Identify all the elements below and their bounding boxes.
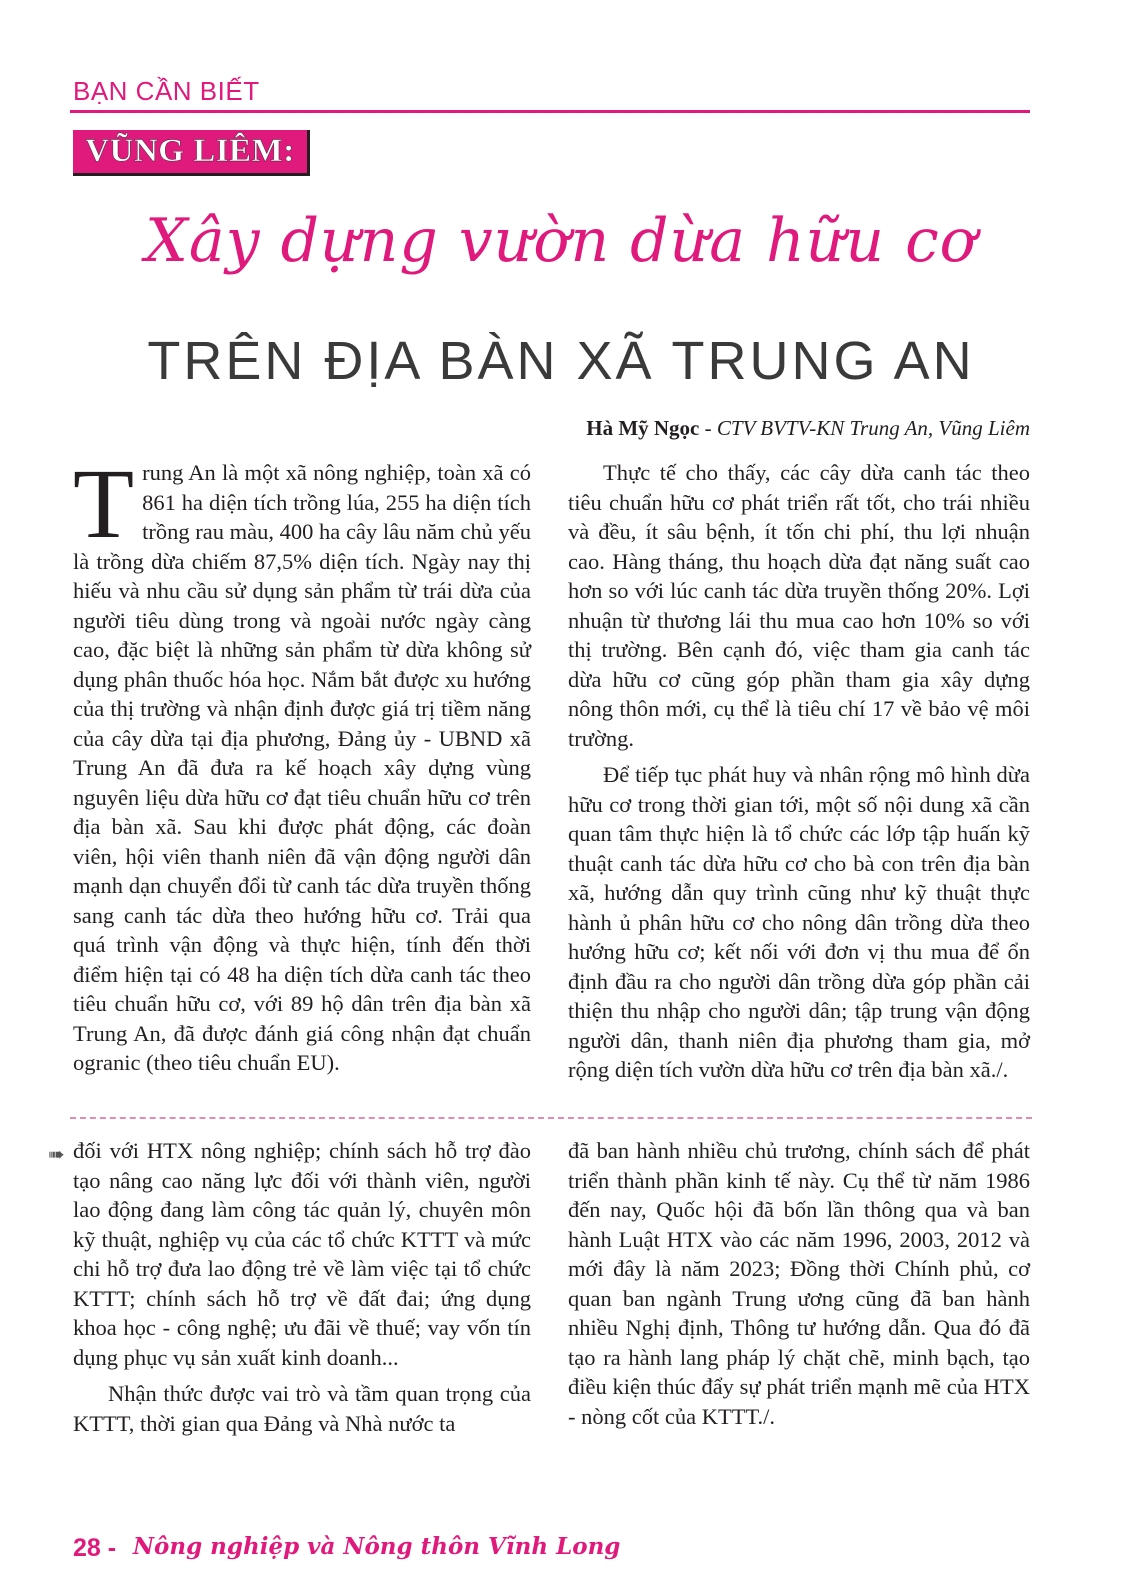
author-name: Hà Mỹ Ngọc bbox=[586, 416, 700, 440]
article-column-left bbox=[73, 448, 531, 1085]
byline bbox=[586, 416, 1030, 441]
continuation-paragraph: đối với HTX nông nghiệp; chính sách hỗ trợ đào tạo nâng cao năng lực đối với thành viên, người lao động đang làm công tác quản lý, chuyên môn kỹ thuật, nghiệp vụ của các tổ chức KTTT và mức chi hỗ trợ đưa lao động trẻ về làm việc tại tổ chức KTTT; chính sách hỗ trợ về đất đai; ứng dụng khoa học - công nghệ; ưu đãi về thuế; vay vốn tín dụng phục vụ sản xuất kinh doanh... bbox=[73, 1138, 531, 1370]
drop-cap: T bbox=[73, 448, 135, 559]
headline-script: Xây dựng vườn dừa hữu cơ bbox=[145, 206, 977, 276]
continuation-paragraph: đã ban hành nhiều chủ trương, chính sách để phát triển thành phần kinh tế này. Cụ thể từ năm 1986 đến nay, Quốc hội đã bốn lần thông qua và ban hành Luật HTX vào các năm 1996, 2003, 2012 và mới đây là năm 2023; Đồng thời Chính phủ, cơ quan ban ngành Trung ương cũng đã ban hành nhiều Nghị định, Thông tư hướng dẫn. Qua đó đã tạo ra hành lang pháp lý chặt chẽ, minh bạch, tạo điều kiện thúc đẩy sự phát triển mạnh mẽ của HTX - nòng cốt của KTTT./. bbox=[568, 1138, 1030, 1429]
location-tag-text: VŨNG LIÊM: bbox=[85, 133, 295, 169]
article-paragraph-text: rung An là một xã nông nghiệp, toàn xã có 861 ha diện tích trồng lúa, 255 ha diện tích trồng rau màu, 400 ha cây lâu năm chủ yếu là trồng dừa chiếm 87,5% diện tích. Ngày nay thị hiếu và nhu cầu sử dụng sản phẩm từ trái dừa của người tiêu dùng trong và ngoài nước ngày càng cao, đặc biệt là những sản phẩm từ dừa không sử dụng phân thuốc hóa học. Nắm bắt được xu hướng của thị trường và nhận định được giá trị tiềm năng của cây dừa tại địa phương, Đảng ủy - UBND xã Trung An đã đưa ra kế hoạch xây dựng vùng nguyên liệu dừa hữu cơ đạt tiêu chuẩn hữu cơ trên địa bàn xã. Sau khi được phát động, các đoàn viên, hội viên thanh niên đã vận động người dân mạnh dạn chuyển đổi từ canh tác dừa truyền thống sang canh tác dừa theo hướng hữu cơ. Trải qua quá trình vận động và thực hiện, tính đến thời điểm hiện tại có 48 ha diện tích dừa canh tác theo tiêu chuẩn hữu cơ, với 89 hộ dân trên địa bàn xã Trung An, đã được đánh giá công nhận đạt chuẩn ogranic (theo tiêu chuẩn EU). bbox=[73, 460, 531, 1075]
author-role: - CTV BVTV-KN Trung An, Vũng Liêm bbox=[699, 416, 1030, 440]
continuation-paragraph: Nhận thức được vai trò và tầm quan trọng của KTTT, thời gian qua Đảng và Nhà nước ta bbox=[73, 1381, 531, 1436]
continuation-arrow-icon: ➠ bbox=[48, 1144, 65, 1166]
headline-main: TRÊN ĐỊA BÀN XÃ TRUNG AN bbox=[147, 331, 975, 391]
page-number: 28 - bbox=[73, 1534, 117, 1562]
article-column-right bbox=[568, 458, 1030, 1092]
article-paragraph bbox=[73, 448, 531, 1078]
section-label: BẠN CẦN BIẾT bbox=[73, 76, 260, 106]
publication-name: Nông nghiệp và Nông thôn Vĩnh Long bbox=[133, 1533, 621, 1560]
article-paragraph: Thực tế cho thấy, các cây dừa canh tác theo tiêu chuẩn hữu cơ phát triển rất tốt, cho trái nhiều và đều, ít sâu bệnh, ít tốn chi phí, thu lợi nhuận cao. Hàng tháng, thu hoạch dừa đạt năng suất cao hơn so với lúc canh tác dừa truyền thống 20%. Lợi nhuận từ thương lái thu mua cao hơn 10% so với thị trường. Bên cạnh đó, việc tham gia canh tác dừa hữu cơ cũng góp phần tham gia xây dựng nông thôn mới, cụ thể là tiêu chí 17 về bảo vệ môi trường. bbox=[568, 460, 1030, 751]
continuation-column-left bbox=[73, 1136, 531, 1445]
continuation-column-right bbox=[568, 1136, 1030, 1438]
dashed-divider bbox=[70, 1117, 1032, 1119]
section-divider bbox=[70, 110, 1030, 113]
article-paragraph: Để tiếp tục phát huy và nhân rộng mô hình dừa hữu cơ trong thời gian tới, một số nội dung xã cần quan tâm thực hiện là tổ chức các lớp tập huấn kỹ thuật canh tác dừa hữu cơ cho bà con trên địa bàn xã, hướng dẫn quy trình cũng như kỹ thuật thực hành ủ phân hữu cơ cho nông dân trồng dừa theo hướng hữu cơ; kết nối với đơn vị thu mua để ổn định đầu ra cho người dân trồng dừa góp phần cải thiện thu nhập cho người dân; tập trung vận động người dân, thanh niên địa phương tham gia, mở rộng diện tích vườn dừa hữu cơ trên địa bàn xã./. bbox=[568, 762, 1030, 1082]
location-tag bbox=[73, 130, 310, 176]
